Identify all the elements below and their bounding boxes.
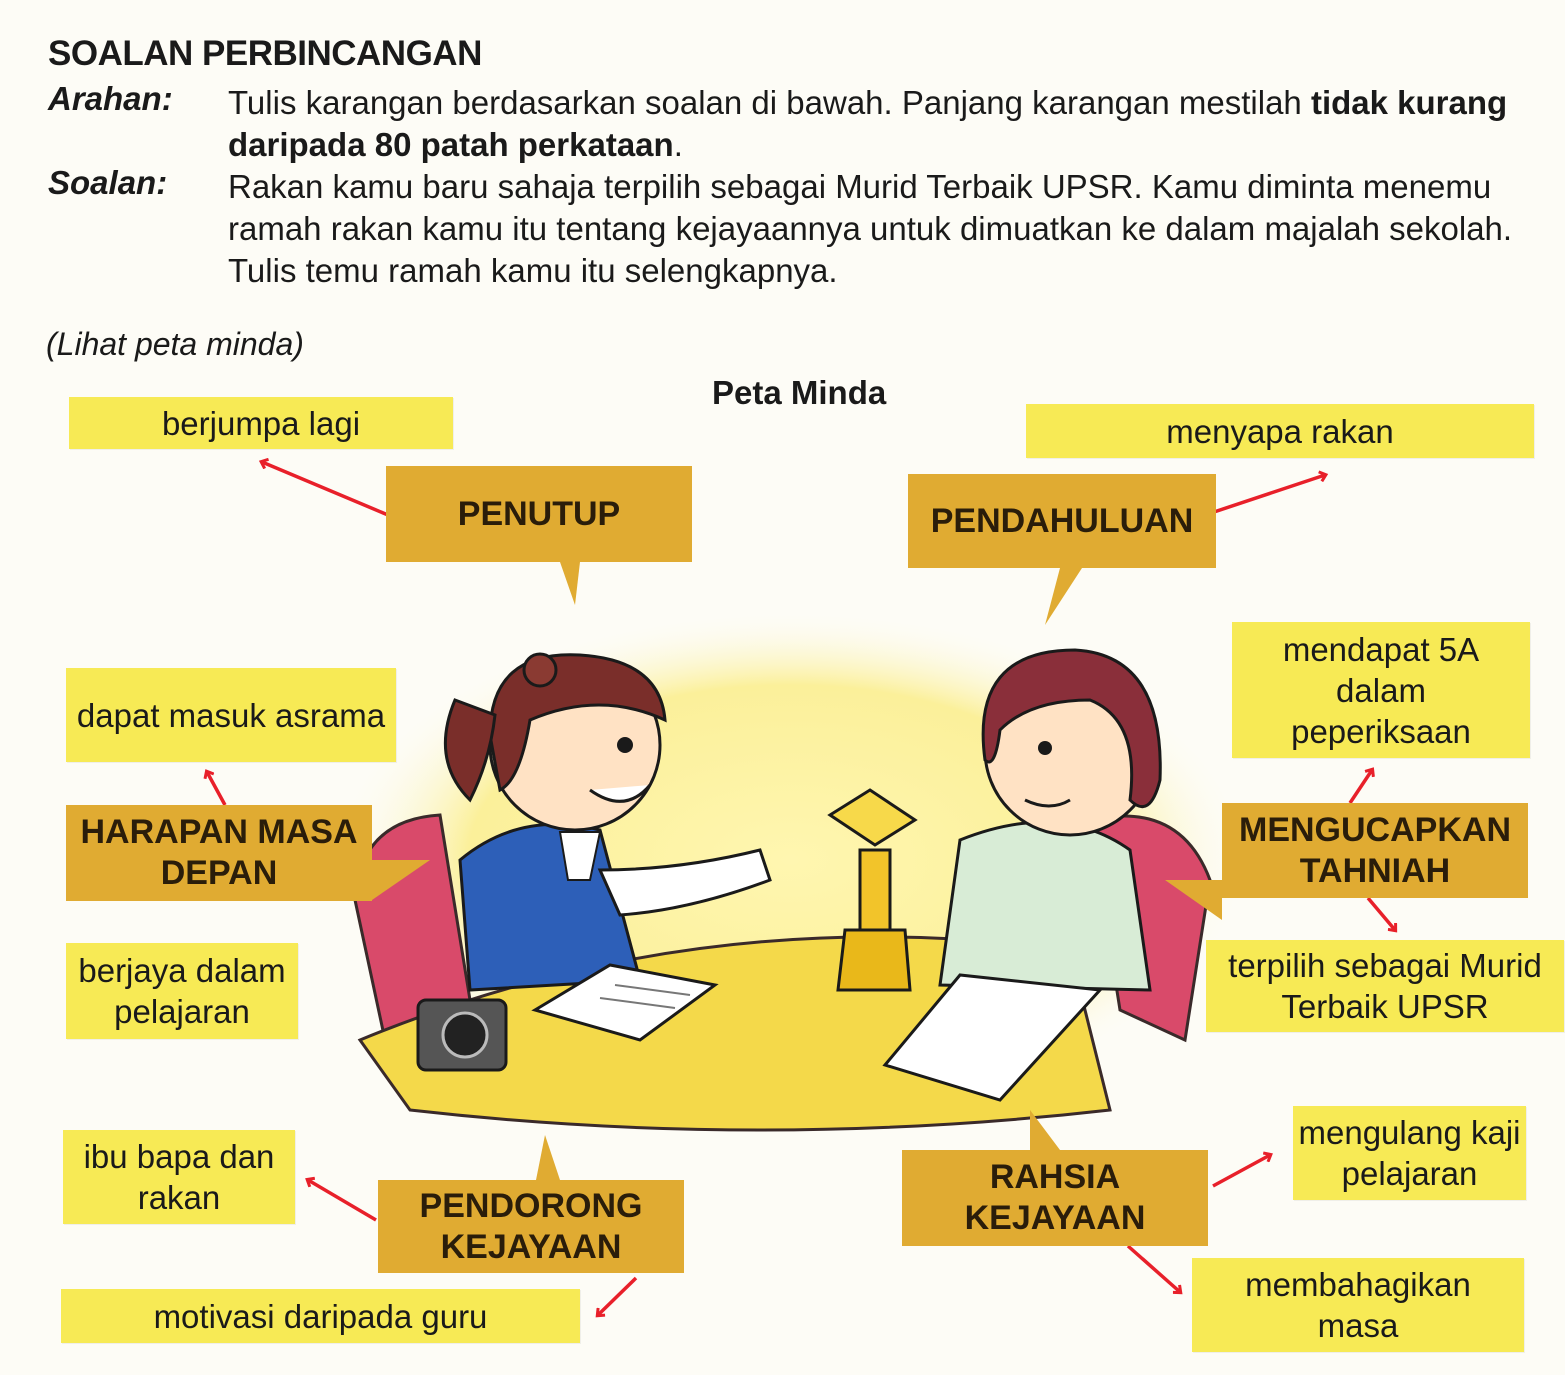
soalan-text: Rakan kamu baru sahaja terpilih sebagai Murid Terbaik UPSR. Kamu diminta menemu ramah rakan kamu itu tentang kejayaannya untuk dimuatkan ke dalam majalah sekolah. Tulis temu ramah kamu itu selengkapnya. — [228, 168, 1513, 289]
arahan-text-bold: tidak kurang daripada 80 patah perkataan — [228, 84, 1508, 163]
node-rahsia-kejayaan — [902, 1150, 1208, 1246]
node-mengucapkan-tahniah-text: MENGUCAPKAN TAHNIAH — [1239, 810, 1511, 890]
arahan-text-plain: Tulis karangan berdasarkan soalan di bawah. Panjang karangan mestilah — [228, 84, 1311, 121]
leaf-dapat-masuk-asrama — [66, 668, 396, 762]
leaf-menyapa-rakan-text: menyapa rakan — [1166, 412, 1394, 450]
leaf-terpilih-murid-terbaik-text: terpilih sebagai Murid Terbaik UPSR — [1228, 947, 1542, 1025]
leaf-berjaya-dalam-pelajaran-text: berjaya dalam pelajaran — [78, 952, 286, 1030]
leaf-ibu-bapa-dan-rakan-text: ibu bapa dan rakan — [83, 1138, 275, 1216]
leaf-ibu-bapa-dan-rakan — [63, 1130, 295, 1224]
leaf-menyapa-rakan — [1026, 404, 1534, 458]
node-pendorong-kejayaan — [378, 1180, 684, 1273]
node-rahsia-kejayaan-text: RAHSIA KEJAYAAN — [964, 1158, 1146, 1237]
leaf-motivasi-daripada-guru — [61, 1289, 580, 1343]
leaf-berjumpa-lagi — [69, 397, 453, 449]
leaf-terpilih-murid-terbaik — [1206, 940, 1564, 1032]
node-harapan-masa-depan-text: HARAPAN MASA DEPAN — [80, 813, 358, 892]
node-harapan-masa-depan — [66, 805, 372, 901]
leaf-dapat-masuk-asrama-text: dapat masuk asrama — [76, 696, 386, 734]
node-mengucapkan-tahniah — [1222, 803, 1528, 898]
page-heading: SOALAN PERBINCANGAN — [48, 34, 482, 73]
hint-text: (Lihat peta minda) — [46, 326, 304, 362]
leaf-mendapat-5a-text: mendapat 5A dalam peperiksaan — [1282, 630, 1480, 750]
leaf-mengulang-kaji — [1293, 1106, 1526, 1200]
leaf-motivasi-daripada-guru-text: motivasi daripada guru — [153, 1297, 488, 1335]
leaf-mengulang-kaji-text: mengulang kaji pelajaran — [1298, 1114, 1521, 1192]
arahan-label: Arahan: — [48, 80, 173, 117]
leaf-berjaya-dalam-pelajaran — [66, 943, 298, 1039]
leaf-berjumpa-lagi-text: berjumpa lagi — [161, 404, 361, 442]
leaf-membahagikan-masa-text: membahagikan masa — [1245, 1266, 1471, 1344]
node-penutup: PENUTUP — [386, 466, 692, 562]
soalan-label: Soalan: — [48, 164, 168, 201]
arahan-text-end: . — [673, 126, 683, 163]
node-pendorong-kejayaan-text: PENDORONG KEJAYAAN — [419, 1186, 643, 1266]
mind-map-title: Peta Minda — [712, 374, 887, 411]
camera-icon — [418, 1000, 506, 1070]
leaf-mendapat-5a — [1232, 622, 1530, 758]
leaf-membahagikan-masa — [1192, 1258, 1524, 1352]
node-pendahuluan: PENDAHULUAN — [908, 474, 1216, 568]
